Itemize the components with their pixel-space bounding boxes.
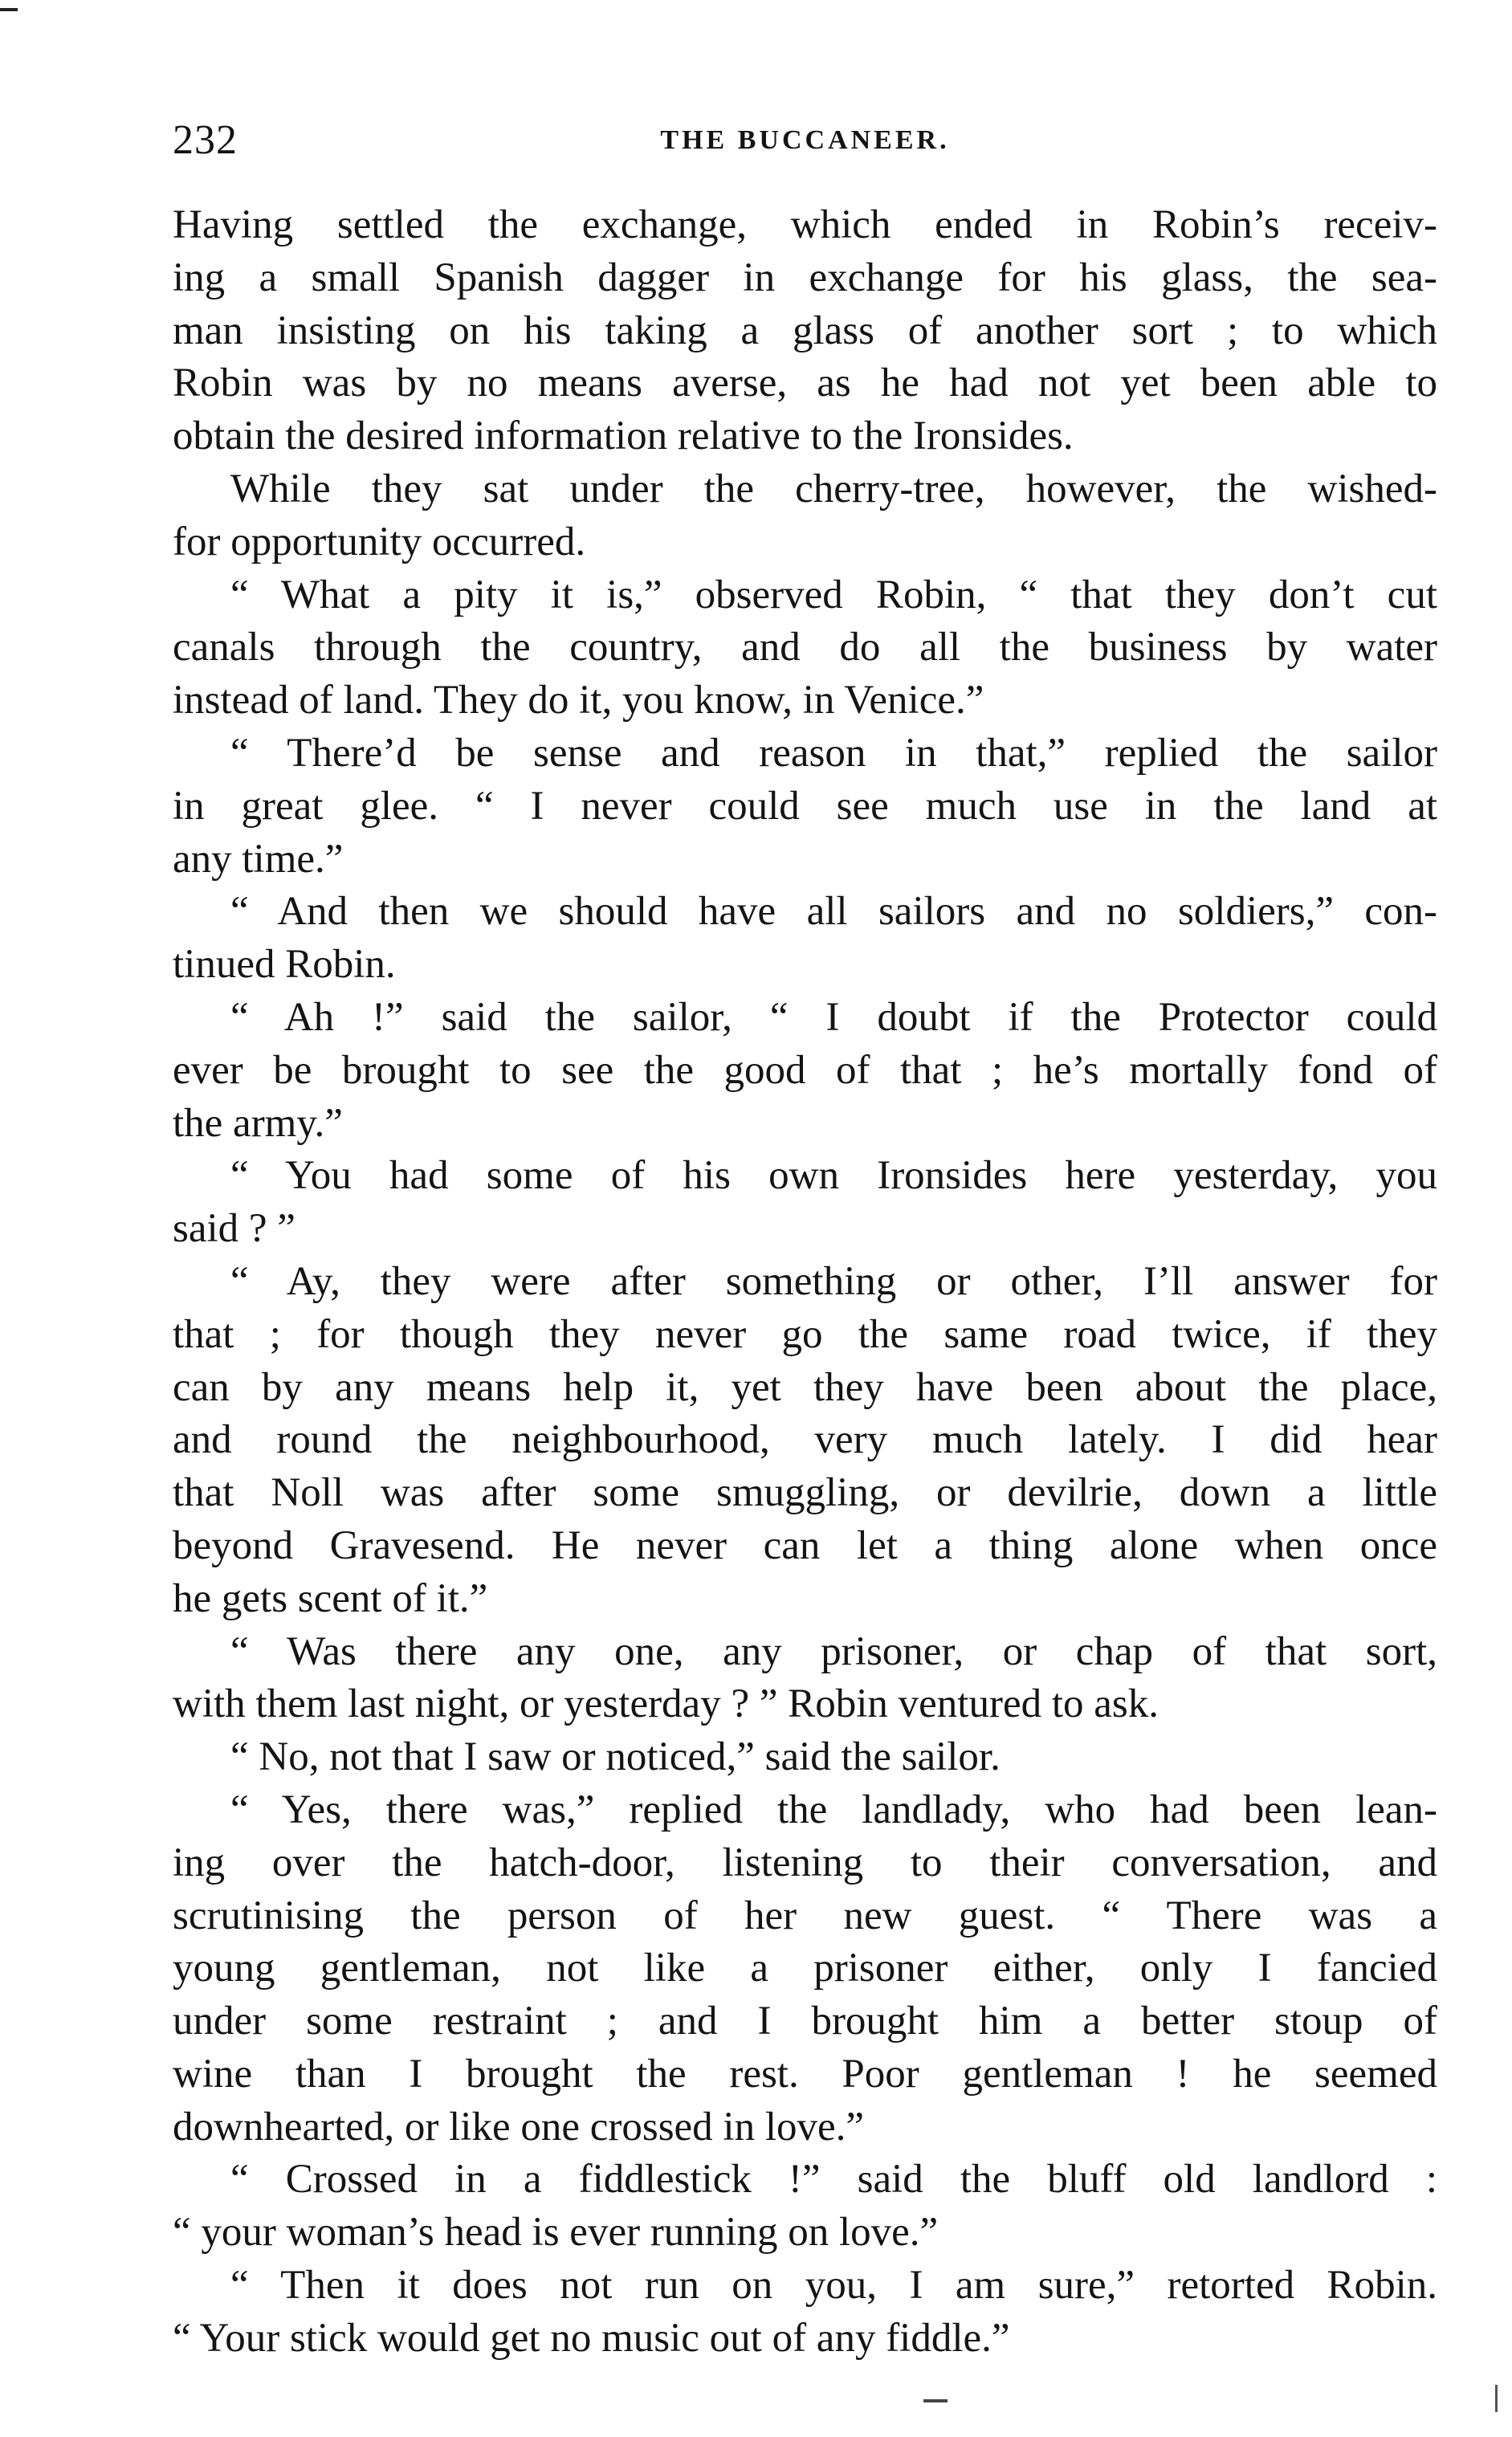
text-line: young gentleman, not like a prisoner either, only I fancied — [173, 1946, 1437, 1991]
text-line: that ; for though they never go the same road twice, if they — [173, 1311, 1437, 1357]
text-line: “ Crossed in a fiddlestick !” said the bluff old landlord : — [230, 2157, 1437, 2203]
text-line: beyond Gravesend. He never can let a thing alone when once — [173, 1522, 1437, 1568]
text-line: downhearted, or like one crossed in love.” — [173, 2104, 865, 2150]
page-header — [173, 112, 1437, 169]
text-line: said ? ” — [173, 1206, 295, 1252]
text-line: “ Ah !” said the sailor, “ I doubt if the Protector could — [230, 994, 1437, 1040]
text-line: “ What a pity it is,” observed Robin, “ that they don’t cut — [230, 572, 1437, 617]
text-line: and round the neighbourhood, very much lately. I did hear — [173, 1417, 1437, 1463]
text-line: “ You had some of his own Ironsides here yesterday, you — [230, 1153, 1437, 1199]
text-line: “ Was there any one, any prisoner, or chap of that sort, — [230, 1628, 1437, 1674]
text-line: man insisting on his taking a glass of another sort ; to which — [173, 308, 1437, 353]
text-line: instead of land. They do it, you know, in Venice.” — [173, 678, 984, 723]
footer-mark — [923, 2399, 948, 2402]
text-line: ing a small Spanish dagger in exchange for his glass, the sea- — [173, 255, 1437, 300]
text-line: “ There’d be sense and reason in that,” replied the sailor — [230, 730, 1437, 776]
body-text — [173, 199, 1437, 2366]
page-number: 232 — [173, 117, 238, 163]
text-line: wine than I brought the rest. Poor gentleman ! he seemed — [173, 2051, 1437, 2097]
text-line: “ Your stick would get no music out of any fiddle.” — [173, 2315, 1010, 2361]
text-line: “ Ay, they were after something or other, I’ll answer for — [230, 1258, 1437, 1304]
scan-edge-mark — [0, 8, 18, 11]
text-line: Robin was by no means averse, as he had not yet been able to — [173, 361, 1437, 406]
text-line: ing over the hatch-door, listening to their conversation, and — [173, 1840, 1437, 1885]
text-line: with them last night, or yesterday ? ” Robin ventured to ask. — [173, 1681, 1159, 1727]
text-line: under some restraint ; and I brought him a better stoup of — [173, 1999, 1437, 2044]
text-line: that Noll was after some smuggling, or devilrie, down a little — [173, 1470, 1437, 1516]
text-line: obtain the desired information relative to the Ironsides. — [173, 414, 1074, 459]
text-line: for opportunity occurred. — [173, 519, 586, 564]
text-line: “ your woman’s head is ever running on love.” — [173, 2210, 939, 2256]
text-line: “ No, not that I saw or noticed,” said the sailor. — [230, 1734, 1001, 1780]
text-line: tinued Robin. — [173, 942, 396, 988]
text-line: can by any means help it, yet they have been about the place, — [173, 1364, 1437, 1410]
text-line: any time.” — [173, 836, 344, 882]
text-line: ever be brought to see the good of that ; he’s mortally fond of — [173, 1047, 1437, 1093]
text-line: “ Then it does not run on you, I am sure,” retorted Robin. — [230, 2263, 1437, 2309]
text-line: “ Yes, there was,” replied the landlady, who had been lean- — [230, 1787, 1437, 1832]
text-line: scrutinising the person of her new guest. “ There was a — [173, 1893, 1437, 1938]
scan-edge-tick — [1495, 2385, 1498, 2412]
text-line: While they sat under the cherry-tree, however, the wished- — [230, 466, 1437, 511]
text-line: canals through the country, and do all the business by water — [173, 625, 1437, 670]
text-line: he gets scent of it.” — [173, 1575, 488, 1621]
text-line: in great glee. “ I never could see much use in the land at — [173, 783, 1437, 829]
running-title: THE BUCCANEER. — [660, 125, 950, 155]
text-line: the army.” — [173, 1100, 343, 1146]
text-line: Having settled the exchange, which ended in Robin’s receiv- — [173, 202, 1437, 247]
text-line: “ And then we should have all sailors and no soldiers,” con- — [230, 889, 1437, 935]
